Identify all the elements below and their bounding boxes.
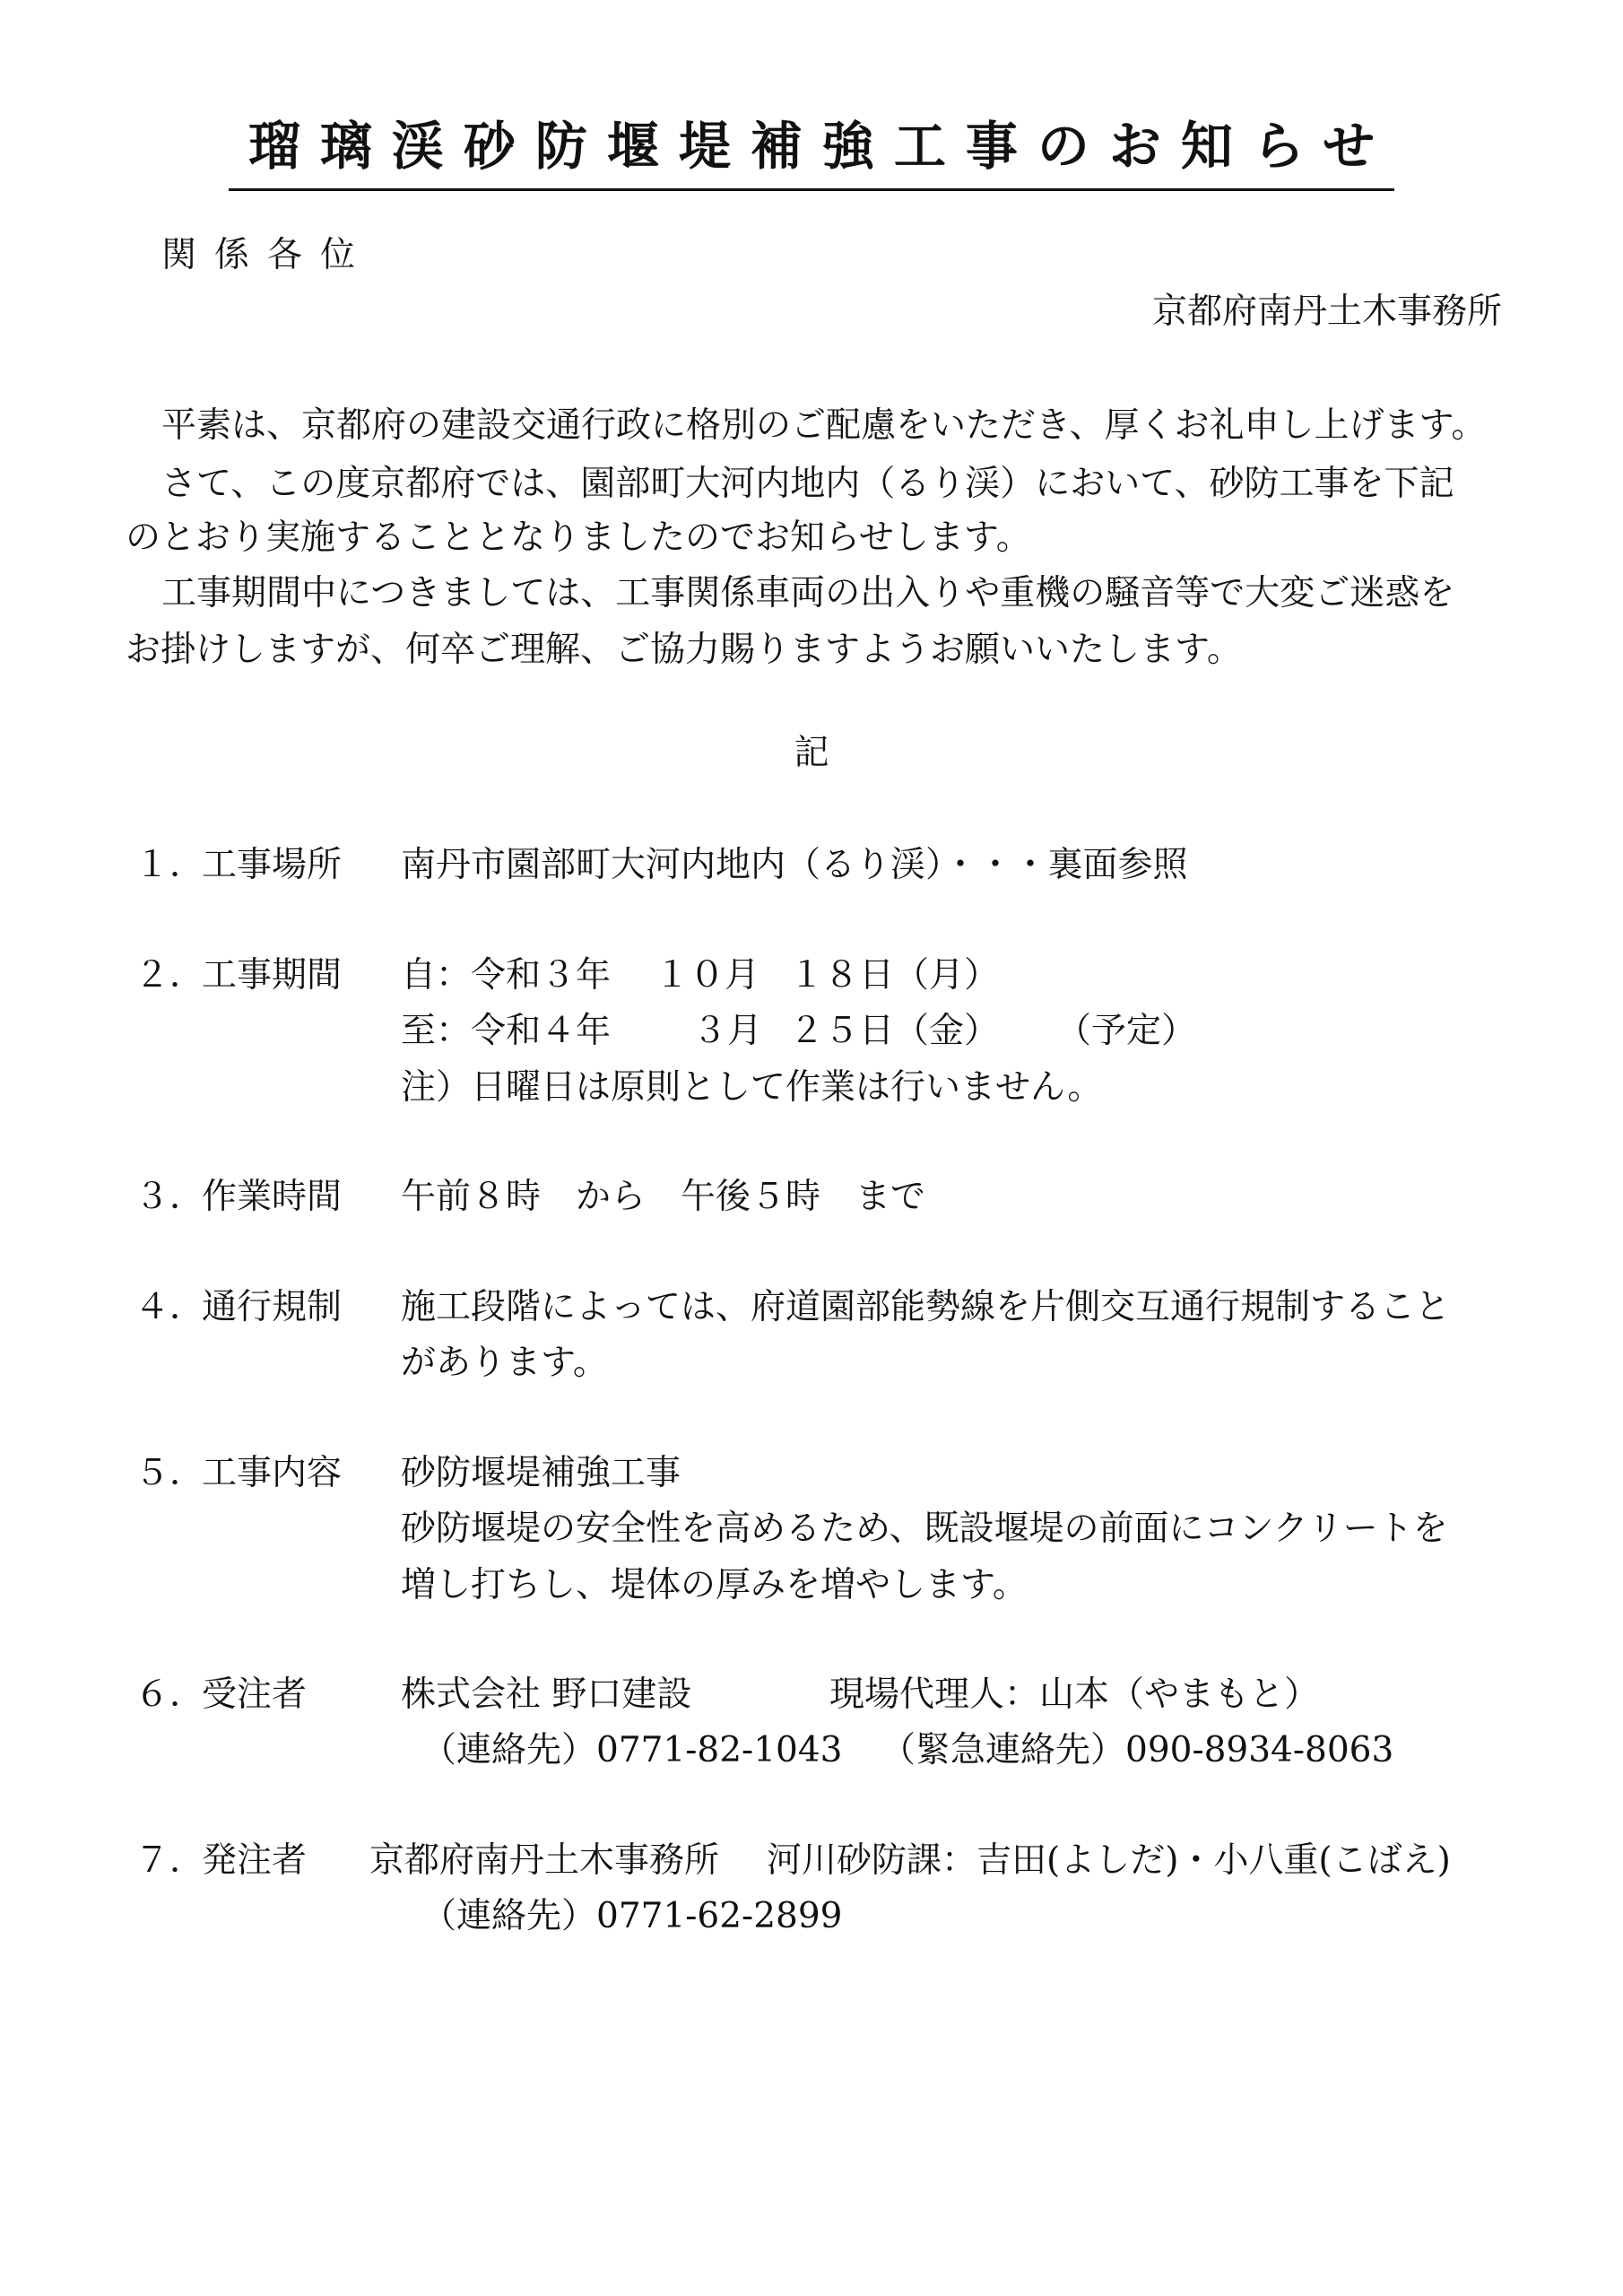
item-2-from-prefix: 自：令和３年 xyxy=(401,955,612,996)
item-2-to-month: ３月 xyxy=(692,1011,763,1051)
item-6-number: ６． xyxy=(135,1674,205,1715)
item-4-number: ４． xyxy=(135,1287,205,1327)
item-3-value: 午前８時 から 午後５時 まで xyxy=(401,1177,926,1217)
item-2-label: 工事期間 xyxy=(202,955,343,996)
item-2-note: 注）日曜日は原則として作業は行いません。 xyxy=(401,1067,1103,1108)
item-2-to-prefix: 至：令和４年 xyxy=(401,1011,612,1051)
item-2-to-day: ２５日（金） xyxy=(789,1011,1000,1051)
item-1-number: １． xyxy=(135,845,205,885)
item-5-line-1: 砂防堰堤補強工事 xyxy=(401,1453,681,1493)
item-6-company: 株式会社 野口建設 xyxy=(401,1674,692,1715)
sender: 京都府南丹土木事務所 xyxy=(1151,291,1502,332)
paragraph-3-line-1: 工事期間中につきましては、工事関係車両の出入りや重機の騒音等で大変ご迷惑を xyxy=(161,573,1455,613)
item-1-label: 工事場所 xyxy=(202,845,343,885)
item-3-label: 作業時間 xyxy=(202,1177,343,1217)
item-7-office: 京都府南丹土木事務所 xyxy=(369,1840,720,1881)
item-4-line-2: があります。 xyxy=(401,1343,608,1383)
item-3-number: ３． xyxy=(135,1177,205,1217)
item-7-section: 河川砂防課：吉田(よしだ)・小八重(こばえ) xyxy=(767,1840,1451,1881)
item-7-number: ７． xyxy=(135,1840,205,1881)
item-6-contact: （連絡先）0771-82-1043 xyxy=(421,1730,843,1770)
item-2-from-day: １８日（月） xyxy=(789,955,1000,996)
paragraph-1: 平素は、京都府の建設交通行政に格別のご配慮をいただき、厚くお礼申し上げます。 xyxy=(161,405,1487,446)
item-1-value: 南丹市園部町大河内地内（るり渓）・・・裏面参照 xyxy=(401,845,1188,885)
item-5-label: 工事内容 xyxy=(202,1453,343,1493)
addressee: 関係各位 xyxy=(161,235,374,275)
item-2-number: ２． xyxy=(135,955,205,996)
item-5-number: ５． xyxy=(135,1453,205,1493)
ki-heading: 記 xyxy=(794,733,829,773)
paragraph-2-line-2: のとおり実施することとなりましたのでお知らせします。 xyxy=(126,517,1031,558)
item-7-contact: （連絡先）0771-62-2899 xyxy=(421,1896,843,1936)
paragraph-2-line-1: さて、この度京都府では、園部町大河内地内（るり渓）において、砂防工事を下記 xyxy=(161,464,1454,504)
item-5-line-3: 増し打ちし、堤体の厚みを増やします。 xyxy=(401,1565,1028,1605)
item-4-line-1: 施工段階によっては、府道園部能勢線を片側交互通行規制すること xyxy=(401,1287,1451,1327)
item-2-to-note: （予定） xyxy=(1056,1011,1197,1051)
item-2-from-month: １０月 xyxy=(655,955,760,996)
notice-title xyxy=(0,106,1623,191)
item-6-label: 受注者 xyxy=(202,1674,308,1715)
item-7-label: 発注者 xyxy=(202,1840,308,1881)
paragraph-3-line-2: お掛けしますが、何卒ご理解、ご協力賜りますようお願いいたします。 xyxy=(126,630,1242,670)
item-6-agent: 現場代理人：山本（やまもと） xyxy=(829,1674,1320,1715)
item-6-emergency: （緊急連絡先）090-8934-8063 xyxy=(881,1730,1394,1770)
item-4-label: 通行規制 xyxy=(202,1287,343,1327)
notice-title-text: 瑠璃渓砂防堰堤補強工事のお知らせ xyxy=(229,106,1394,191)
item-5-line-2: 砂防堰堤の安全性を高めるため、既設堰堤の前面にコンクリートを xyxy=(401,1509,1448,1549)
